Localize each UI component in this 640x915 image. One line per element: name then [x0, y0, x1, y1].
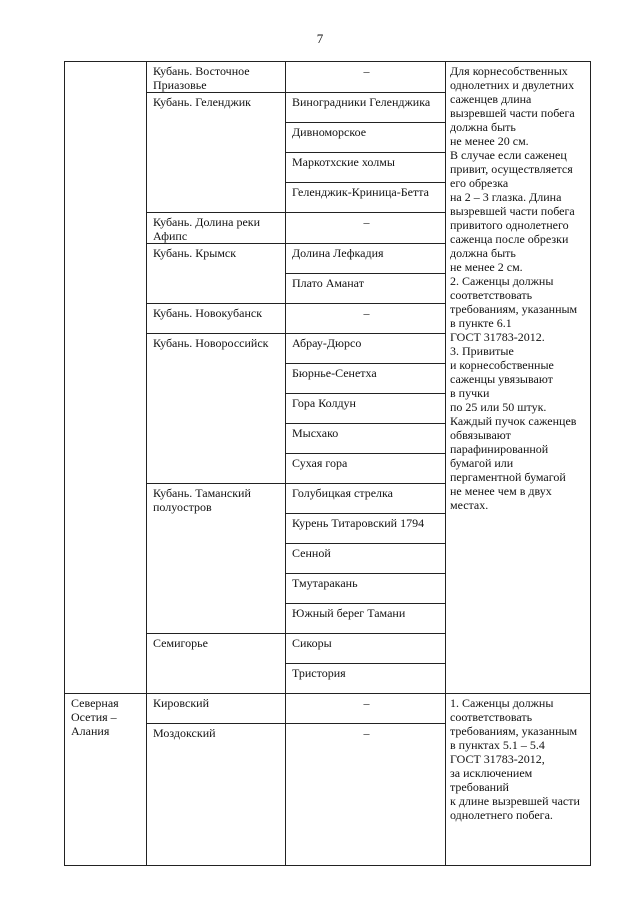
zone-cell: Кировский [147, 694, 286, 724]
note-line: 2. Саженцы должны [450, 274, 554, 288]
note-line: должна быть [450, 246, 516, 260]
note-line: не менее чем в двух [450, 484, 552, 498]
subzone-cell: Сикоры [286, 634, 446, 664]
note-line: парафинированной [450, 442, 549, 456]
subzone-cell: Маркотхские холмы [286, 153, 446, 183]
subzone-cell: Геленджик-Криница-Бетта [286, 183, 446, 213]
note-line: привитого однолетнего [450, 218, 569, 232]
note-line: пергаментной бумагой [450, 470, 566, 484]
subzone-cell: Плато Аманат [286, 274, 446, 304]
note-line: ГОСТ 31783-2012, [450, 752, 545, 766]
subzone-cell: Южный берег Тамани [286, 604, 446, 634]
note-line: не менее 2 см. [450, 260, 523, 274]
note-line: привит, осуществляется [450, 162, 573, 176]
zone-cell: Кубань. Крымск [147, 244, 286, 304]
note-line: не менее 20 см. [450, 134, 529, 148]
note-line: должна быть [450, 120, 516, 134]
zone-cell: Кубань. Долина реки Афипс [147, 213, 286, 244]
note-line: вызревшей части побега [450, 204, 575, 218]
note-line: саженцев длина [450, 92, 532, 106]
region-table [64, 61, 591, 866]
note-line: однолетнего побега. [450, 808, 553, 822]
subzone-cell: Бюрнье-Сенетха [286, 364, 446, 394]
note-line: требований [450, 780, 509, 794]
note-line: соответствовать [450, 710, 533, 724]
subzone-cell: Тристория [286, 664, 446, 694]
note-line: местах. [450, 498, 489, 512]
subzone-cell: – [286, 304, 446, 334]
subzone-cell: Гора Колдун [286, 394, 446, 424]
subzone-cell: – [286, 62, 446, 93]
subzone-cell: Долина Лефкадия [286, 244, 446, 274]
note-line: его обрезка [450, 176, 509, 190]
note-line: в пункте 6.1 [450, 316, 512, 330]
subzone-cell: Мысхако [286, 424, 446, 454]
note-line: 3. Привитые [450, 344, 514, 358]
note-line: 1. Саженцы должны [450, 696, 554, 710]
zone-cell: Кубань. Новороссийск [147, 334, 286, 484]
note-line: за исключением [450, 766, 533, 780]
note-line: в пунктах 5.1 – 5.4 [450, 738, 545, 752]
note-line: требованиям, указанным [450, 302, 578, 316]
subzone-cell: Дивноморское [286, 123, 446, 153]
note-line: ГОСТ 31783-2012. [450, 330, 545, 344]
subzone-cell: Виноградники Геленджика [286, 93, 446, 123]
note-line: однолетних и двулетних [450, 78, 575, 92]
note-line: В случае если саженец [450, 148, 567, 162]
zone-cell: Моздокский [147, 724, 286, 866]
subzone-cell: Тмутаракань [286, 574, 446, 604]
note-line: обвязывают [450, 428, 511, 442]
note-line: вызревшей части побега [450, 106, 575, 120]
note-cell [446, 62, 591, 694]
note-line: бумагой или [450, 456, 514, 470]
zone-cell: Кубань. Восточное Приазовье [147, 62, 286, 93]
note-line: саженцы увязывают [450, 372, 553, 386]
subzone-cell: Сенной [286, 544, 446, 574]
subzone-cell: – [286, 213, 446, 244]
region-cell [65, 62, 147, 694]
subzone-cell: Сухая гора [286, 454, 446, 484]
table-row [65, 62, 591, 93]
note-line: в пучки [450, 386, 490, 400]
subzone-cell: – [286, 724, 446, 866]
zone-cell: Кубань. Таманский полуостров [147, 484, 286, 634]
note-line: требованиям, указанным [450, 724, 578, 738]
note-line: соответствовать [450, 288, 533, 302]
note-line: к длине вызревшей части [450, 794, 580, 808]
note-line: Для корнесобственных [450, 64, 568, 78]
note-cell [446, 694, 591, 866]
region-cell: Северная Осетия – Алания [65, 694, 147, 866]
page-number: 7 [316, 31, 324, 46]
subzone-cell: Курень Титаровский 1794 [286, 514, 446, 544]
note-line: Каждый пучок саженцев [450, 414, 577, 428]
zone-cell: Семигорье [147, 634, 286, 694]
note-line: саженца после обрезки [450, 232, 569, 246]
zone-cell: Кубань. Геленджик [147, 93, 286, 213]
subzone-cell: Голубицкая стрелка [286, 484, 446, 514]
note-line: по 25 или 50 штук. [450, 400, 547, 414]
note-line: и корнесобственные [450, 358, 554, 372]
note-line: на 2 – 3 глазка. Длина [450, 190, 562, 204]
subzone-cell: – [286, 694, 446, 724]
zone-cell: Кубань. Новокубанск [147, 304, 286, 334]
table-row [65, 694, 591, 724]
subzone-cell: Абрау-Дюрсо [286, 334, 446, 364]
